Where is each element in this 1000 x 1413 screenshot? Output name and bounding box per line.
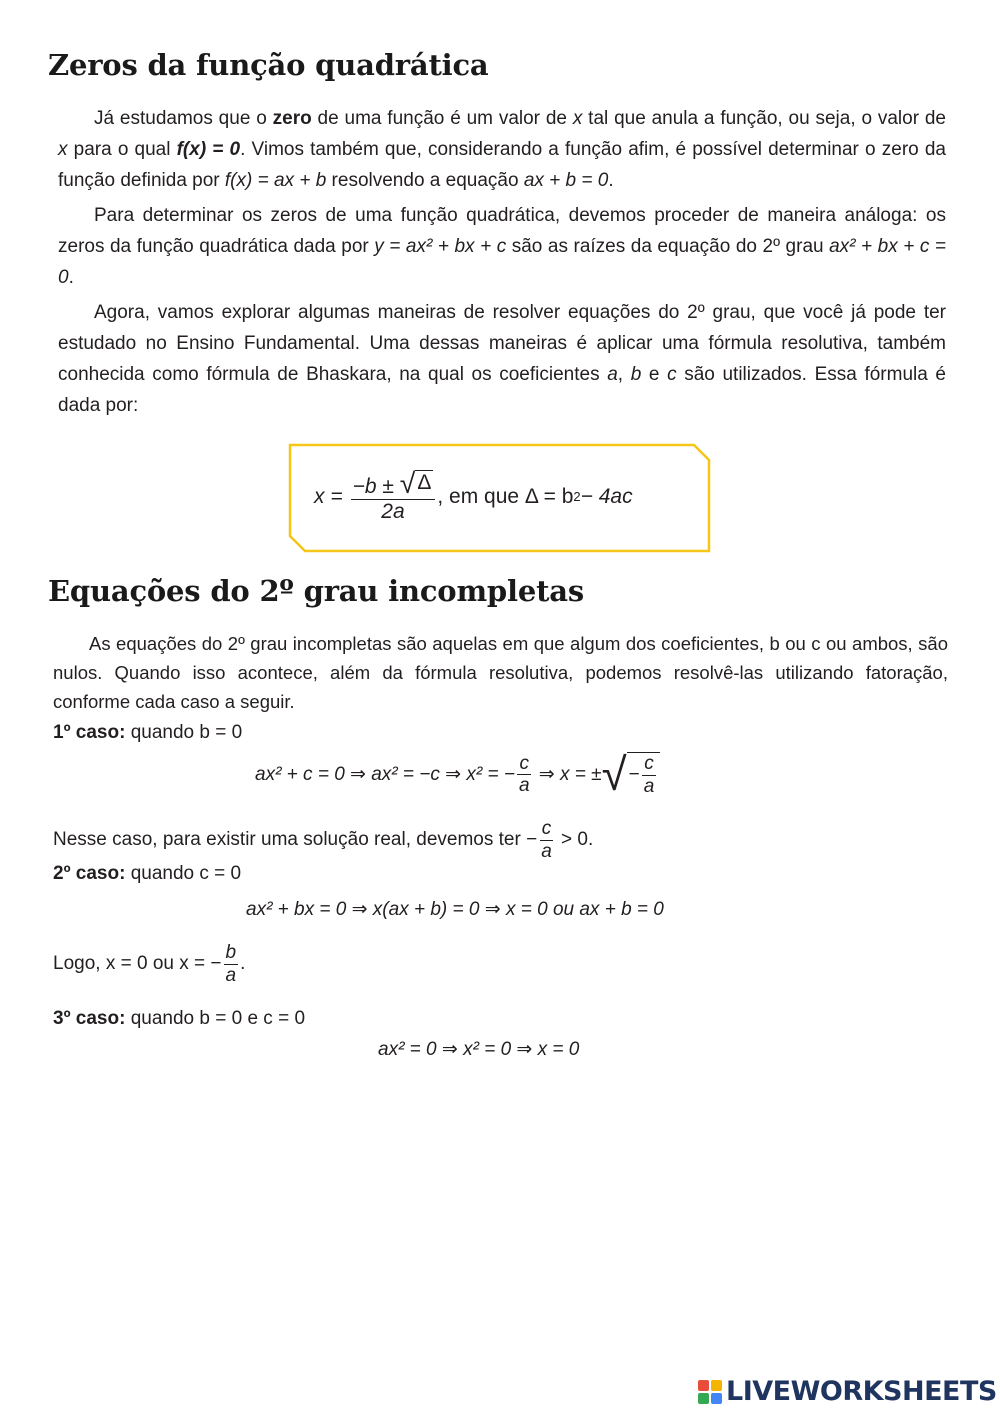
case1-eq-part2: ⇒ x = ±	[533, 764, 602, 786]
logo-mark-e	[711, 1393, 722, 1404]
case2-conclusion	[53, 942, 245, 987]
case2-frac-num: b	[225, 942, 237, 963]
formula-numerator: −b ±	[352, 475, 394, 498]
paragraph-zero-definition: Já estudamos que o zero de uma função é um valor de x tal que anula a função, ou seja, o valor de x para o qual f(x) = 0. Vimos também que, considerando a função afim, é possível determinar o zero da função definida por f(x) = ax + b resolvendo a equação ax + b = 0.	[58, 108, 946, 191]
liveworksheets-logo	[698, 1376, 997, 1407]
paragraph-quadratic-zeros: Para determinar os zeros de uma função quadrática, devemos proceder de maneira análoga: os zeros da função quadrática dada por y = ax² + bx + c são as raízes da equação do 2º grau ax² + bx + c = 0.	[58, 205, 946, 288]
case1-equation	[255, 749, 660, 800]
formula-tail: − 4ac	[580, 485, 633, 509]
case1-note-text: Nesse caso, para existir uma solução real, devemos ter −	[53, 829, 538, 851]
paragraph-bhaskara-intro: Agora, vamos explorar algumas maneiras de resolver equações do 2º grau, que você já pode ter estudado no Ensino Fundamental. Uma dessas maneiras é aplicar uma fórmula resolutiva, também conhecida como fórmula de Bhaskara, na qual os coeficientes a, b e c são utilizados. Essa fórmula é dada por:	[58, 302, 946, 416]
case2-equation: ax² + bx = 0 ⇒ x(ax + b) = 0 ⇒ x = 0 ou ax + b = 0	[246, 899, 664, 920]
bhaskara-formula: x = −b ± √ Δ 2a , em que Δ = b 2 − 4ac	[314, 468, 633, 524]
section-title-zeros: Zeros da função quadrática	[48, 48, 489, 82]
bhaskara-formula-box	[288, 443, 711, 553]
case1-frac-den: a	[518, 775, 530, 797]
formula-radicand: Δ	[415, 470, 433, 498]
case1-condition: quando b = 0	[125, 722, 243, 743]
case2-condition: quando c = 0	[125, 863, 242, 884]
case3-label: 3º caso:	[53, 1008, 126, 1029]
case3-heading	[53, 1008, 305, 1030]
logo-mark-l	[698, 1380, 709, 1391]
case1-root-num: c	[644, 753, 654, 774]
case1-note-num: c	[541, 818, 552, 839]
case1-note	[53, 818, 593, 863]
section-title-incomplete: Equações do 2º grau incompletas	[48, 574, 584, 608]
case1-frac-num: c	[519, 752, 529, 774]
case3-equation: ax² = 0 ⇒ x² = 0 ⇒ x = 0	[378, 1039, 580, 1060]
paragraph-incomplete-intro: As equações do 2º grau incompletas são aquelas em que algum dos coeficientes, b ou c ou ambos, são nulos. Quando isso acontece, além da fórmula resolutiva, podemos resolvê-las utilizando fatoração, conforme cada caso a seguir.	[53, 633, 948, 712]
case1-eq-part1: ax² + c = 0 ⇒ ax² = −c ⇒ x² = −	[255, 764, 515, 786]
logo-mark-v	[698, 1393, 709, 1404]
case1-note-den: a	[541, 840, 552, 862]
formula-denominator: 2a	[381, 500, 405, 524]
formula-fraction	[351, 470, 436, 524]
case2-label: 2º caso:	[53, 863, 126, 884]
case3-condition: quando b = 0 e c = 0	[125, 1008, 306, 1029]
formula-delta-def: , em que Δ = b	[437, 485, 574, 509]
logo-mark-i	[711, 1380, 722, 1391]
case1-note-tail: > 0.	[555, 829, 594, 851]
sqrt-delta: √ Δ	[399, 468, 432, 500]
formula-lhs: x =	[314, 485, 343, 509]
logo-mark-icon	[698, 1380, 722, 1404]
case2-conclusion-tail: .	[240, 953, 246, 975]
case1-label: 1º caso:	[53, 722, 126, 743]
case1-root-sign: −	[628, 764, 640, 786]
case1-heading	[53, 722, 242, 744]
case2-frac-den: a	[225, 964, 237, 986]
case2-conclusion-text: Logo, x = 0 ou x = −	[53, 953, 222, 975]
case1-sqrt: √ − $\frac{c}{a}$	[602, 752, 661, 798]
case1-root-den: a	[643, 775, 655, 797]
logo-text: LIVEWORKSHEETS	[726, 1376, 997, 1407]
case2-heading	[53, 863, 241, 885]
